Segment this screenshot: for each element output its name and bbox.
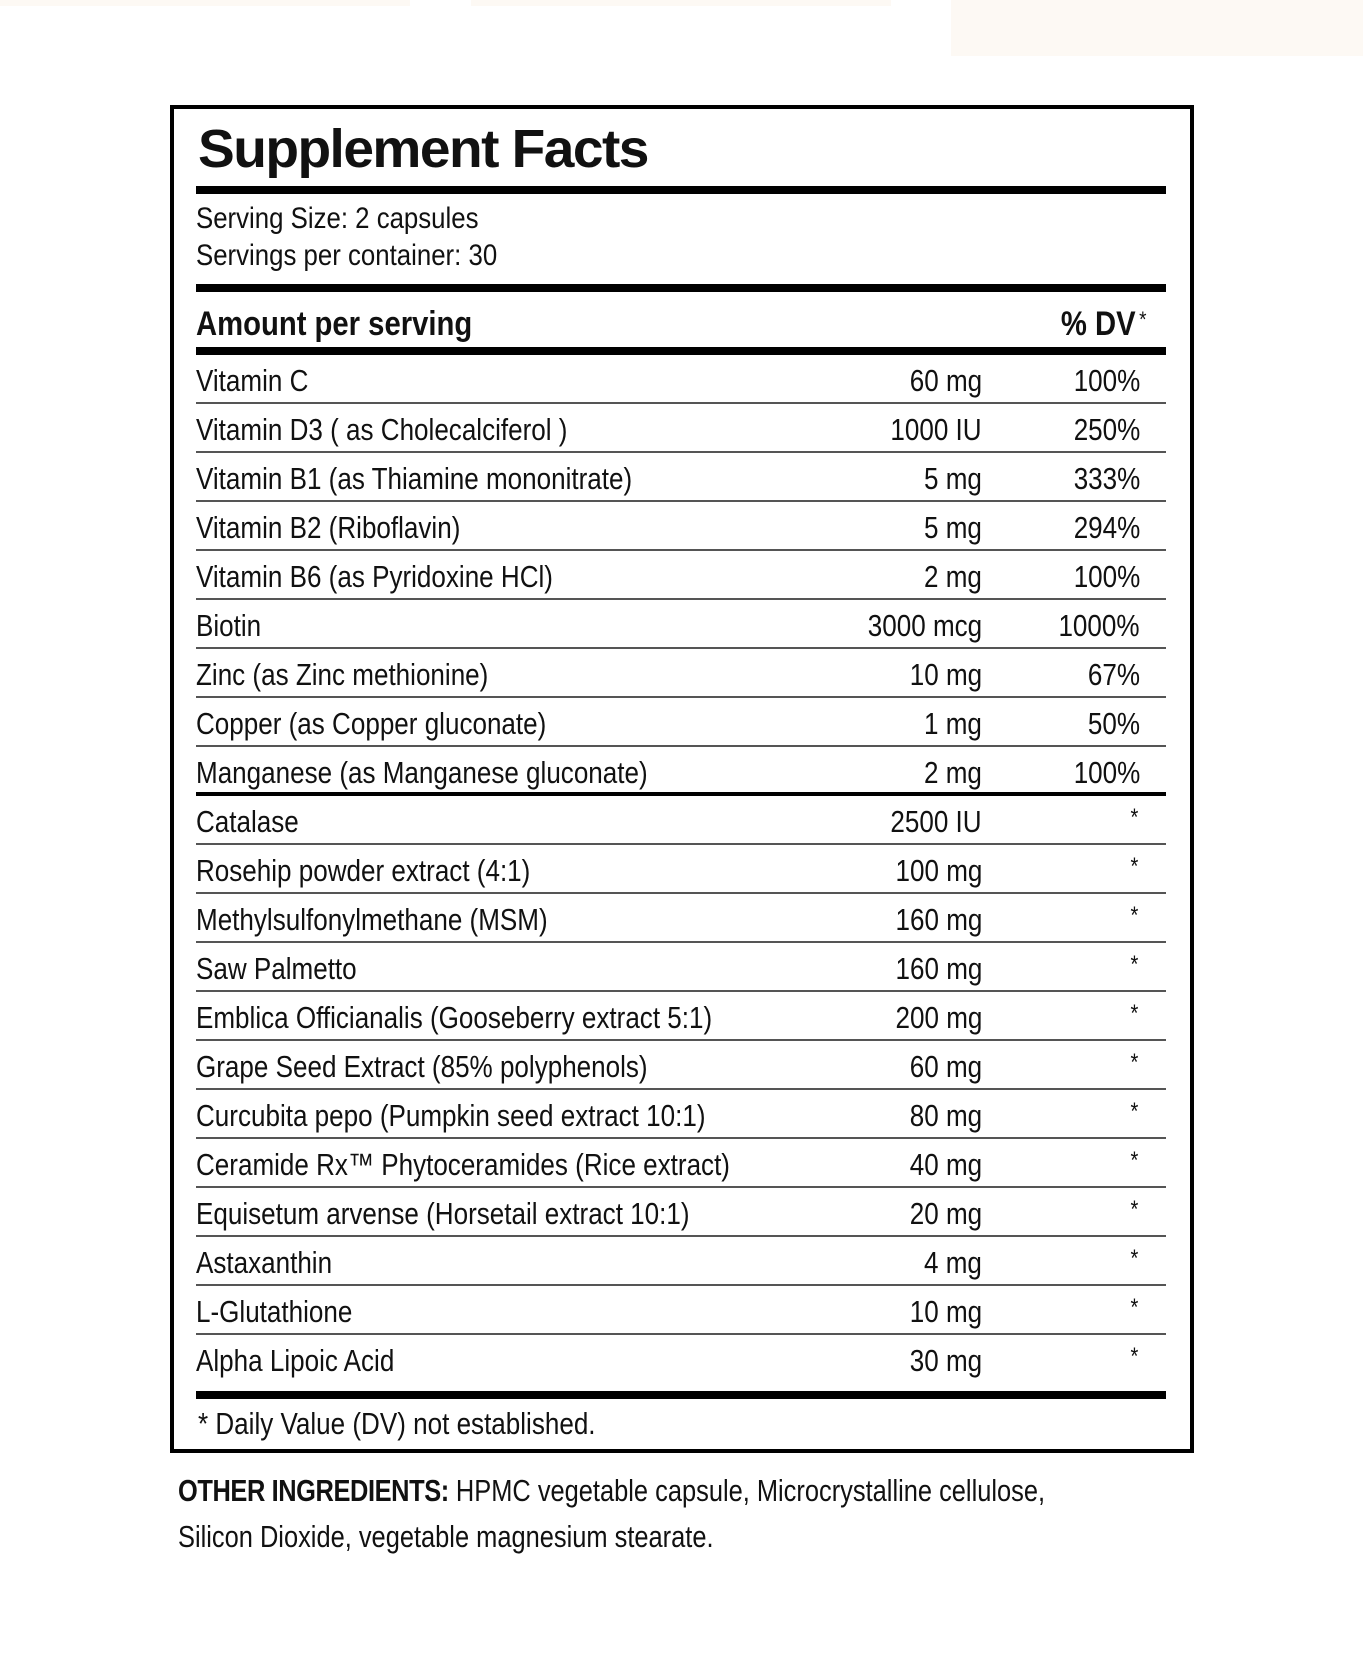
ingredient-amount: 1 mg (924, 706, 982, 741)
ingredient-amount: 200 mg (895, 1000, 982, 1035)
ingredient-name: Emblica Officianalis (Gooseberry extract 5:1) (196, 1000, 713, 1035)
ingredient-dv: * (1130, 1147, 1138, 1174)
ingredient-amount: 2500 IU (890, 804, 982, 839)
ingredient-amount: 100 mg (895, 853, 982, 888)
ingredient-dv: * (1130, 853, 1138, 880)
ingredient-name: Alpha Lipoic Acid (196, 1343, 395, 1378)
table-row (196, 1090, 1166, 1139)
background-strip (0, 0, 410, 6)
ingredient-amount: 5 mg (924, 461, 982, 496)
divider-thick (196, 284, 1166, 292)
ingredient-dv: 100% (1073, 363, 1140, 398)
ingredient-name: Ceramide Rx™ Phytoceramides (Rice extract) (196, 1147, 730, 1182)
table-row (196, 404, 1166, 453)
ingredient-amount: 10 mg (909, 1294, 982, 1329)
ingredient-dv: * (1130, 1000, 1138, 1027)
ingredient-name: Saw Palmetto (196, 951, 357, 986)
ingredient-name: Manganese (as Manganese gluconate) (196, 755, 648, 790)
ingredient-dv: * (1130, 1245, 1138, 1272)
ingredient-amount: 160 mg (895, 951, 982, 986)
ingredient-name: Biotin (196, 608, 262, 643)
ingredient-amount: 4 mg (924, 1245, 982, 1280)
table-row (196, 502, 1166, 551)
ingredient-name: Vitamin B6 (as Pyridoxine HCl) (196, 559, 553, 594)
ingredient-amount: 1000 IU (890, 412, 982, 447)
table-row (196, 649, 1166, 698)
ingredient-dv: 100% (1073, 755, 1140, 790)
table-row (196, 551, 1166, 600)
ingredient-amount: 3000 mcg (867, 608, 982, 643)
divider-thick (196, 347, 1166, 355)
ingredient-name: Vitamin C (196, 363, 309, 398)
ingredient-name: L-Glutathione (196, 1294, 353, 1329)
ingredient-dv: * (1130, 1294, 1138, 1321)
ingredient-dv: * (1130, 1098, 1138, 1125)
ingredient-dv: * (1130, 804, 1138, 831)
ingredient-dv: * (1130, 1049, 1138, 1076)
ingredient-name: Vitamin B1 (as Thiamine mononitrate) (196, 461, 633, 496)
ingredient-name: Equisetum arvense (Horsetail extract 10:1) (196, 1196, 690, 1231)
ingredient-amount: 60 mg (909, 1049, 982, 1084)
ingredient-dv: * (1130, 1343, 1138, 1370)
other-ingredients-text: HPMC vegetable capsule, Microcrystalline cellulose, (448, 1473, 1046, 1508)
ingredient-name: Copper (as Copper gluconate) (196, 706, 547, 741)
divider-thick (196, 1391, 1166, 1399)
background-panel (951, 0, 1363, 56)
ingredient-dv: 294% (1073, 510, 1140, 545)
panel-title: Supplement Facts (198, 119, 648, 179)
table-row (196, 1188, 1166, 1237)
table-row (196, 1237, 1166, 1286)
ingredient-dv: 1000% (1058, 608, 1140, 643)
other-ingredients-line-2: Silicon Dioxide, vegetable magnesium stearate. (178, 1519, 714, 1554)
table-row (196, 600, 1166, 649)
dv-heading (1060, 299, 1146, 349)
ingredient-name: Astaxanthin (196, 1245, 333, 1280)
table-row (196, 1041, 1166, 1090)
ingredient-dv: 100% (1073, 559, 1140, 594)
ingredient-name: Catalase (196, 804, 299, 839)
table-row (196, 796, 1166, 845)
supplement-facts-panel (170, 105, 1194, 1453)
ingredient-amount: 30 mg (909, 1343, 982, 1378)
table-header (196, 299, 1166, 349)
ingredient-dv: 250% (1073, 412, 1140, 447)
servings-per-container: Servings per container: 30 (196, 239, 498, 272)
table-row (196, 747, 1166, 796)
ingredient-amount: 2 mg (924, 559, 982, 594)
table-row (196, 1286, 1166, 1335)
ingredient-amount: 80 mg (909, 1098, 982, 1133)
ingredient-amount: 10 mg (909, 657, 982, 692)
ingredient-name: Vitamin D3 ( as Cholecalciferol ) (196, 412, 568, 447)
ingredient-dv: 50% (1087, 706, 1140, 741)
other-ingredients-label: OTHER INGREDIENTS: (178, 1473, 449, 1508)
divider-thick (196, 186, 1166, 194)
ingredient-name: Rosehip powder extract (4:1) (196, 853, 531, 888)
ingredient-amount: 160 mg (895, 902, 982, 937)
table-row (196, 943, 1166, 992)
ingredient-amount: 60 mg (909, 363, 982, 398)
table-row (196, 894, 1166, 943)
amount-per-serving-heading: Amount per serving (196, 305, 473, 343)
ingredient-name: Vitamin B2 (Riboflavin) (196, 510, 461, 545)
ingredient-dv: * (1130, 902, 1138, 929)
serving-size: Serving Size: 2 capsules (196, 202, 479, 235)
ingredient-dv: 67% (1087, 657, 1140, 692)
table-row (196, 355, 1166, 404)
ingredient-amount: 5 mg (924, 510, 982, 545)
table-row (196, 1335, 1166, 1384)
panel-inner (196, 109, 1166, 1449)
dv-heading-label: % DV (1060, 305, 1136, 343)
ingredient-dv: * (1130, 1196, 1138, 1223)
table-row (196, 1139, 1166, 1188)
table-row (196, 845, 1166, 894)
ingredient-table (196, 355, 1166, 1384)
ingredient-name: Curcubita pepo (Pumpkin seed extract 10:1) (196, 1098, 706, 1133)
table-row (196, 698, 1166, 747)
background-strip (471, 0, 891, 6)
ingredient-name: Grape Seed Extract (85% polyphenols) (196, 1049, 648, 1084)
other-ingredients-line-1 (178, 1468, 1080, 1514)
ingredient-amount: 40 mg (909, 1147, 982, 1182)
ingredient-name: Methylsulfonylmethane (MSM) (196, 902, 548, 937)
ingredient-name: Zinc (as Zinc methionine) (196, 657, 489, 692)
asterisk-icon: * (1138, 307, 1146, 332)
ingredient-dv: * (1130, 951, 1138, 978)
dv-footnote: * Daily Value (DV) not established. (198, 1406, 596, 1441)
other-ingredients (178, 1468, 1278, 1560)
table-row (196, 992, 1166, 1041)
ingredient-dv: 333% (1073, 461, 1140, 496)
ingredient-amount: 20 mg (909, 1196, 982, 1231)
ingredient-amount: 2 mg (924, 755, 982, 790)
table-row (196, 453, 1166, 502)
